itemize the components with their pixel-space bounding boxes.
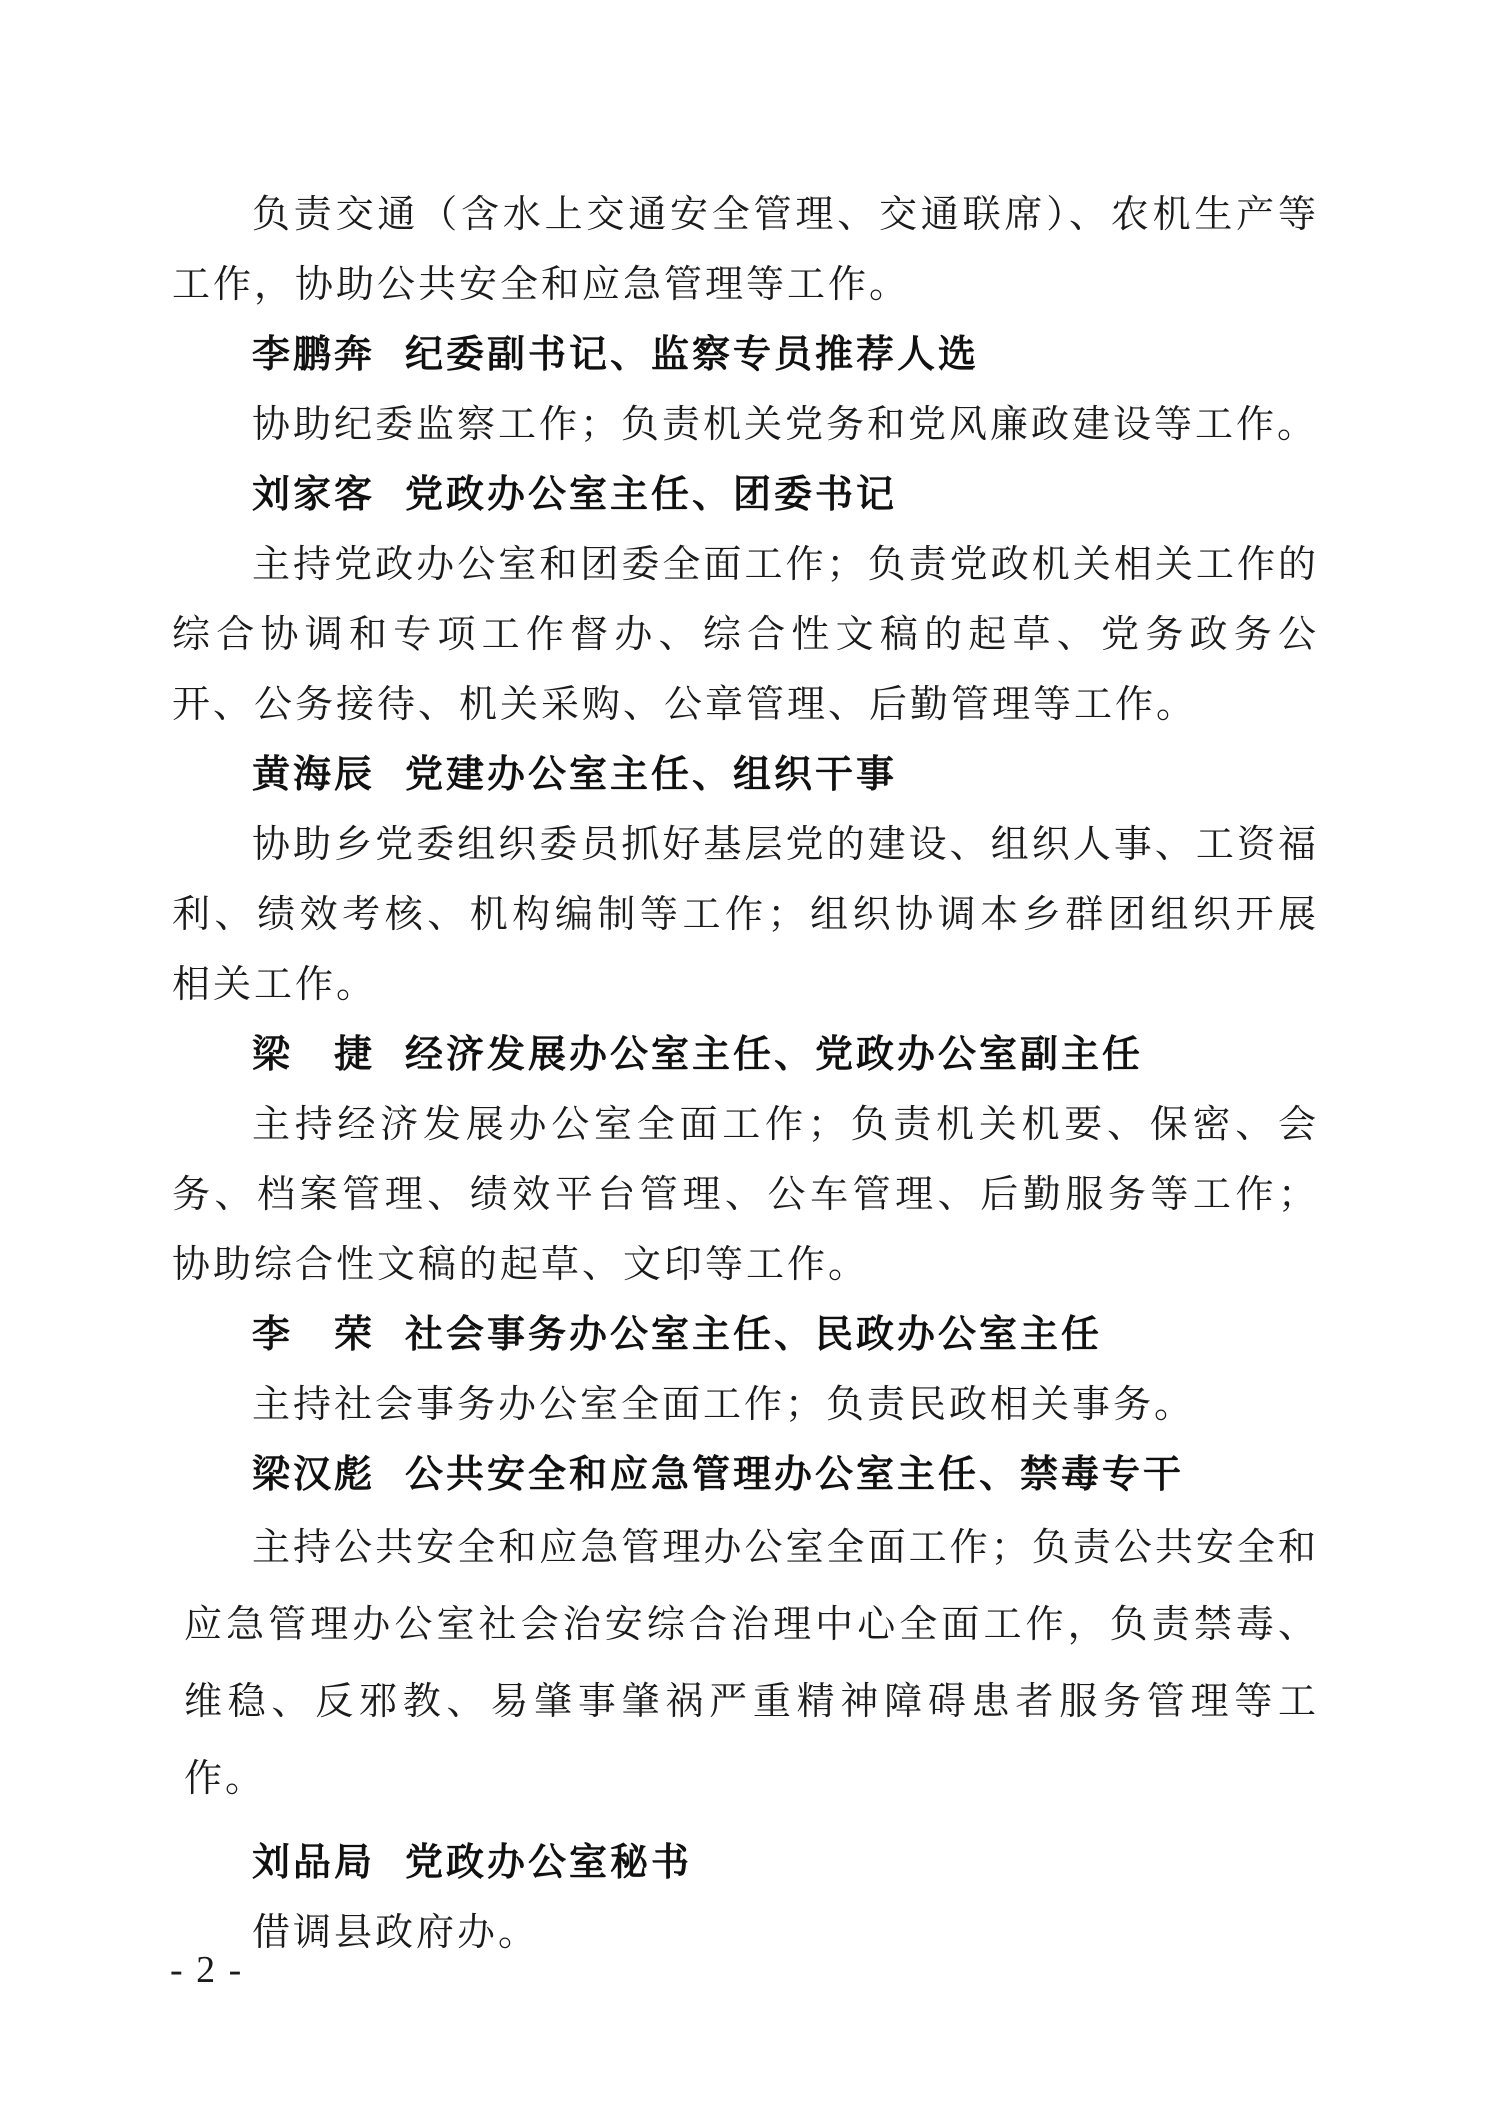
document-content (172, 180, 1319, 1968)
official-name: 梁 捷 (252, 1034, 376, 1076)
official-name: 刘品局 (252, 1842, 376, 1884)
official-name: 李 荣 (252, 1314, 376, 1356)
body-paragraph: 主持公共安全和应急管理办公室全面工作；负责公共安全和应急管理办公室社会治安综合治理中心全面工作，负责禁毒、维稳、反邪教、易肇事肇祸严重精神障碍患者服务管理等工作。 (184, 1527, 1319, 1800)
official-title: 党建办公室主任、组织干事 (405, 754, 898, 796)
official-heading (172, 740, 1319, 810)
body-paragraph: 主持经济发展办公室全面工作；负责机关机要、保密、会务、档案管理、绩效平台管理、公车管理、后勤服务等工作；协助综合性文稿的起草、文印等工作。 (172, 1104, 1319, 1286)
body-paragraph: 负责交通（含水上交通安全管理、交通联席）、农机生产等工作，协助公共安全和应急管理等工作。 (172, 194, 1319, 306)
body-paragraph: 借调县政府办。 (252, 1912, 540, 1954)
official-heading (172, 460, 1319, 530)
body-paragraph: 协助乡党委组织委员抓好基层党的建设、组织人事、工资福利、绩效考核、机构编制等工作；组织协调本乡群团组织开展相关工作。 (172, 824, 1319, 1006)
official-title: 党政办公室秘书 (405, 1842, 693, 1884)
body-paragraph: 协助纪委监察工作；负责机关党务和党风廉政建设等工作。 (252, 404, 1319, 446)
official-title: 纪委副书记、监察专员推荐人选 (405, 334, 980, 376)
official-title: 公共安全和应急管理办公室主任、禁毒专干 (405, 1454, 1185, 1496)
official-heading (172, 1440, 1319, 1510)
official-title: 党政办公室主任、团委书记 (405, 474, 898, 516)
official-name: 梁汉彪 (252, 1454, 376, 1496)
official-title: 经济发展办公室主任、党政办公室副主任 (405, 1034, 1144, 1076)
official-title: 社会事务办公室主任、民政办公室主任 (405, 1314, 1103, 1356)
official-name: 黄海辰 (252, 754, 376, 796)
page-number-footer: - 2 - (170, 1949, 244, 1991)
body-paragraph: 主持社会事务办公室全面工作；负责民政相关事务。 (252, 1384, 1196, 1426)
official-name: 刘家客 (252, 474, 376, 516)
official-heading (172, 320, 1319, 390)
official-heading (172, 1828, 1319, 1898)
body-paragraph: 主持党政办公室和团委全面工作；负责党政机关相关工作的综合协调和专项工作督办、综合性文稿的起草、党务政务公开、公务接待、机关采购、公章管理、后勤管理等工作。 (172, 544, 1319, 726)
official-heading (172, 1020, 1319, 1090)
official-name: 李鹏奔 (252, 334, 376, 376)
official-heading (172, 1300, 1319, 1370)
